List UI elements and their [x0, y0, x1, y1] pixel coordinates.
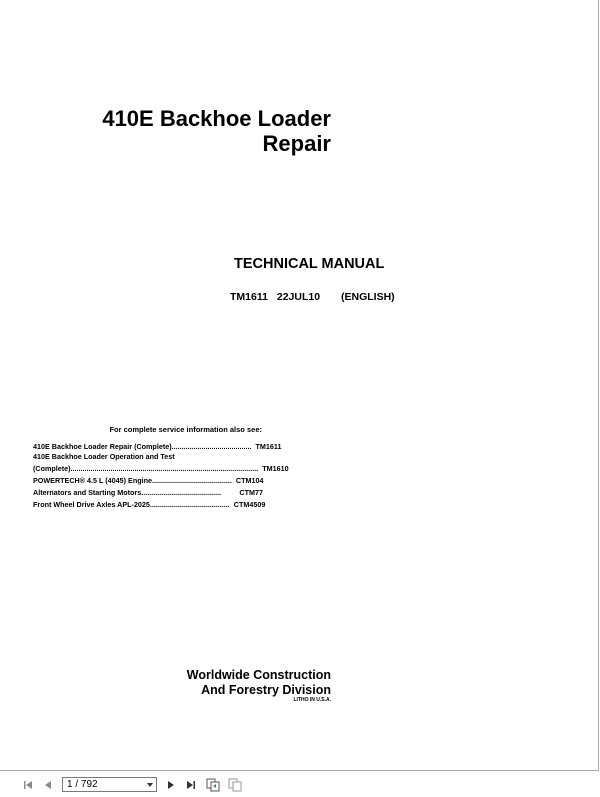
- first-page-icon[interactable]: [21, 778, 35, 792]
- previous-page-icon[interactable]: [41, 778, 55, 792]
- litho-note: LITHO IN U.S.A.: [293, 697, 331, 703]
- reference-item: [33, 474, 263, 486]
- page-navigation-toolbar: [0, 775, 600, 797]
- manual-type: TECHNICAL MANUAL: [234, 256, 385, 272]
- references-list: [33, 440, 289, 510]
- manual-language: (ENGLISH): [341, 291, 395, 303]
- manual-date: 22JUL10: [276, 291, 321, 303]
- reference-item: [33, 498, 266, 510]
- reference-code: TM1610: [262, 464, 289, 473]
- page-number-select[interactable]: [62, 777, 157, 792]
- reference-item: [33, 440, 282, 452]
- reference-title: (Complete): [33, 464, 71, 473]
- last-page-icon[interactable]: [184, 778, 198, 792]
- manual-id-line: [230, 291, 401, 303]
- division-line1: Worldwide Construction: [186, 668, 331, 682]
- next-page-icon[interactable]: [164, 778, 178, 792]
- reference-code: CTM77: [239, 488, 263, 497]
- reference-code: TM1611: [255, 442, 282, 451]
- reference-code: CTM4509: [233, 500, 266, 509]
- reference-item: [33, 486, 263, 498]
- reference-title: Front Wheel Drive Axles APL-2025: [33, 500, 150, 509]
- document-title-line1: 410E Backhoe Loader: [102, 106, 331, 131]
- two-page-view-icon[interactable]: [228, 778, 242, 792]
- dot-leader: ........................................: [149, 500, 230, 509]
- chevron-down-icon: [147, 783, 153, 787]
- reference-title: 410E Backhoe Loader Repair (Complete): [33, 442, 172, 451]
- reference-item: [33, 452, 289, 474]
- page-indicator: 1 / 792: [67, 779, 98, 790]
- division-name: [187, 668, 331, 698]
- manual-number: TM1611: [230, 291, 268, 303]
- references-heading: For complete service information also see:: [109, 425, 262, 434]
- reference-title: Alternators and Starting Motors: [33, 488, 142, 497]
- reference-title: POWERTECH® 4.5 L (4045) Engine: [33, 476, 152, 485]
- reference-title-line1: 410E Backhoe Loader Operation and Test: [33, 452, 175, 461]
- dot-leader: ........................................: [141, 488, 222, 497]
- single-page-view-icon[interactable]: [206, 778, 220, 792]
- document-title-line2: Repair: [262, 131, 331, 156]
- dot-leader: ........................................: [152, 476, 232, 485]
- dot-leader: ........................................: [171, 442, 252, 451]
- division-line2: And Forestry Division: [201, 683, 331, 697]
- dot-leader: ..............................................................................................: [70, 464, 259, 473]
- reference-code: CTM104: [235, 476, 264, 485]
